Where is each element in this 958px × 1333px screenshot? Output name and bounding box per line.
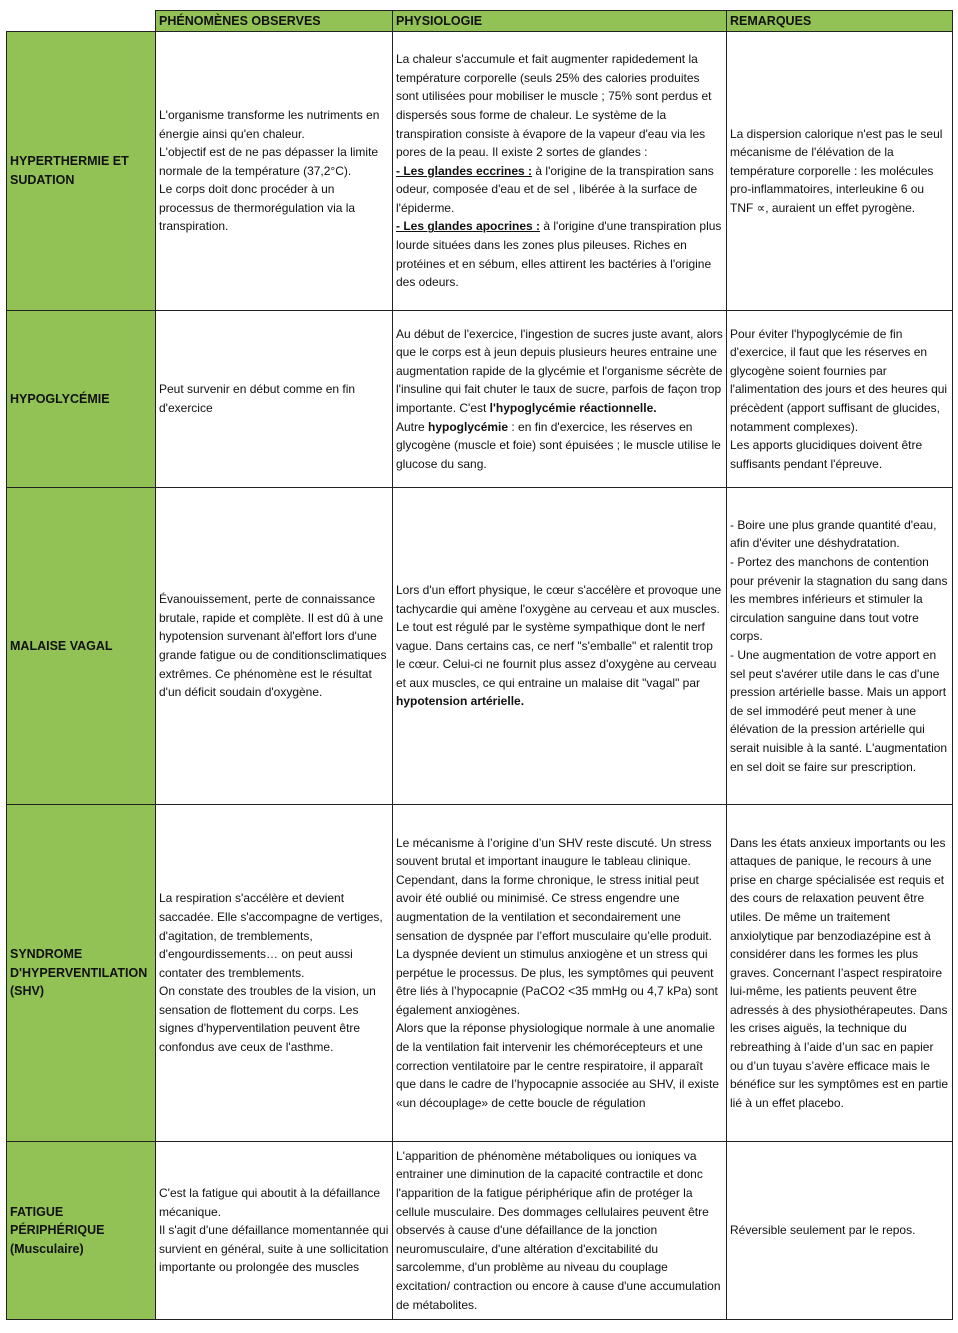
physiology-span: Au début de l'exercice, l'ingestion de sucres juste avant, alors que le corps est à jeun depuis plusieurs heures entraine une augmentation rapide de la glycémie et l'organisme sécrète de l'insuline qui fait chuter le taux de sucre, parfois de façon trop importante. C'est [396,326,723,415]
row-label-line: HYPERTHERMIE ET [10,154,129,169]
observed-text: Le corps doit donc procéder à un processus de thermorégulation via la transpiration. [159,182,356,234]
physiology-bold: hypoglycémie [428,419,509,434]
observed-cell [156,805,393,1142]
remarks-text: Réversible seulement par le repos. [730,1223,916,1238]
remarks-text: - Boire une plus grande quantité d'eau, afin d'éviter une déshydratation. [730,517,937,551]
physiology-text [396,581,723,711]
physiology-cell [393,805,727,1142]
observed-text: Il s'agit d'une défaillance momentannée qui survient en général, suite à une sollicitation importante ou prolongée des muscles [159,1223,389,1275]
row-label-line: (SHV) [10,984,45,999]
row-label-line: FATIGUE PÉRIPHÉRIQUE [10,1204,105,1238]
row-label-line: HYPOGLYCÉMIE [10,391,110,406]
table-row-malaise-vagal [7,488,953,805]
row-label-line: (Musculaire) [10,1241,84,1256]
physiology-cell [393,488,727,805]
gland-eccrine-paragraph [396,162,723,218]
remarks-text: Pour éviter l'hypoglycémie de fin d'exercice, il faut que les réserves en glycogène soient fournies par l'alimentation des jours et des heures qui précèdent (apport suffisant de glucides, notamment complexes). [730,326,948,434]
physiology-cell [393,32,727,311]
observed-text: L'organisme transforme les nutriments en énergie ainsi qu'en chaleur. [159,107,380,141]
table-row-shv [7,805,953,1142]
physiology-span: Lors d'un effort physique, le cœur s'accélère et provoque une tachycardie qui amène l'oxygène au cerveau et aux muscles. Le tout est régulé par le système sympathique dont le nerf vague. Dans certains cas, ce nerf "s'emballe" et ralentit trop le cœur. Celui-ci ne fournit plus assez d'oxygène au cerveau et aux muscles, ce qui entraine un malaise dit "vagal" par [396,582,722,690]
row-label-line: D'HYPERVENTILATION [10,965,148,980]
remarks-text: - Une augmentation de votre apport en sel peut s'avérer utile dans le cas d'une pression artérielle basse. Mais un apport de sel immodéré peut mener à une élévation de la pression artérielle qui serait nuisible à la santé. L'augmentation en sel doit se faire sur prescription. [730,648,948,774]
observed-cell [156,311,393,488]
remarks-cell [727,1142,953,1320]
header-row [7,11,953,32]
header-remarks: REMARQUES [727,11,953,32]
gland-label: - Les glandes eccrines : [396,163,533,178]
physiology-text: La chaleur s'accumule et fait augmenter rapidedement la température corporelle (seuls 25% des calories produites sont utilisées pour mobiliser le muscle ; 75% sont perdus et dispersés sous forme de chaleur. Le système de la transpiration consiste à évapore de la vapeur d'eau via les pores de la peau. Il existe 2 sortes de glandes : [396,52,712,160]
physiology-text [396,418,723,474]
physiology-span: : en fin d'exercice, les réserves en glycogène (muscle et foie) sont épuisées ; le muscle utilise le glucose du sang. [396,419,721,471]
physiology-cell [393,1142,727,1320]
table-row-hypoglycemie [7,311,953,488]
gland-text: à l'origine d'une transpiration plus lourde situées dans les zones plus pileuses. Riches en protéines et en sébum, elles attirent les bactéries à l'origine des odeurs. [396,219,722,290]
row-label-line: SUDATION [10,173,75,187]
row-label [7,32,156,311]
physiology-text: Alors que la réponse physiologique normale à une anomalie de la ventilation fait intervenir les chémorécepteurs et une correction ventilatoire par le centre respiratoire, il apparaît que dans le cadre de l’hypocapnie associée au SHV, il existe «un découplage» de cette boucle de régulation [396,1021,720,1110]
remarks-text: - Portez des manchons de contention pour prévenir la stagnation du sang dans les membres inférieurs et stimuler la circulation sanguine dans tout votre corps. [730,555,948,644]
header-corner [7,11,156,32]
table-row-hyperthermie [7,32,953,311]
header-physiology: PHYSIOLOGIE [393,11,727,32]
remarks-cell [727,32,953,311]
observed-text: Évanouissement, perte de connaissance brutale, rapide et complète. Il est dû à une hypotension survenant àl'effort lors d'une grande fatigue ou de conditionsclimatiques extrêmes. Ce phénomène est le résultat d'un déficit soudain d'oxygène. [159,592,387,700]
row-label [7,311,156,488]
observed-cell [156,32,393,311]
gland-label: - Les glandes apocrines : [396,219,541,234]
observed-text: L'objectif est de ne pas dépasser la limite normale de la température (37,2°C). [159,145,379,178]
observed-text: La respiration s'accélère et devient saccadée. Elle s'accompagne de vertiges, d'agitation, de tremblements, d'engourdissements… on peut aussi contater des tremblements. [159,891,383,980]
remarks-cell [727,488,953,805]
header-observed: PHÉNOMÈNES OBSERVES [156,11,393,32]
gland-text: à l'origine de la transpiration sans odeur, composée d'eau et de sel , libérée à la surface de l'épiderme. [396,163,714,215]
observed-text: Peut survenir en début comme en fin d'exercice [159,382,356,415]
physiology-text: Le mécanisme à l’origine d’un SHV reste discuté. Un stress souvent brutal et important inaugure le tableau clinique. Cependant, dans la forme chronique, le stress initial peut avoir été oublié ou minimisé. Ce stress engendre une augmentation de la ventilation et secondairement une sensation de dyspnée par l’effort musculaire qu’elle produit. La dyspnée devient un stimulus anxiogène et un stress qui perpétue le processus. De plus, les symptômes qui peuvent être liés à l’hypocapnie (PaCO2 <35 mmHg ou 4,7 kPa) sont également anxiogènes. [396,835,718,1017]
observed-text: On constate des troubles de la vision, un sensation de flottement du corps. Les signes d'hyperventilation peuvent être confondus ave ceux de l'asthme. [159,984,376,1055]
table-row-fatigue [7,1142,953,1320]
physiology-bold: hypotension artérielle. [396,694,525,709]
row-label [7,488,156,805]
physiology-bold: l'hypoglycémie réactionnelle. [489,401,657,415]
row-label [7,805,156,1142]
physiology-text: L'apparition de phénomène métaboliques ou ioniques va entrainer une diminution de la capacité contractile et donc l'apparition de la fatigue périphérique afin de protéger la cellule musculaire. Des dommages cellulaires peuvent être observés à cause d'une défaillance de la jonction neuromusculaire, d'une altération d'excitabilité du sarcolemme, d'un problème au niveau du couplage excitation/ contraction ou encore à cause d'une accumulation de métabolites. [396,1148,721,1312]
row-label-line: MALAISE VAGAL [10,638,113,653]
observed-cell [156,1142,393,1320]
physiology-span: Autre [396,419,429,434]
observed-cell [156,488,393,805]
remarks-text: Les apports glucidiques doivent être suffisants pendant l'épreuve. [730,438,923,471]
gland-apocrine-paragraph [396,217,723,291]
physiology-cell [393,311,727,488]
remarks-text: La dispersion calorique n'est pas le seul mécanisme de l'élévation de la température corporelle : les molécules pro-inflammatoires, interleukine 6 ou TNF ∝, auraient un effet pyrogène. [730,126,943,215]
row-label [7,1142,156,1320]
physiology-text [396,325,723,418]
remarks-cell [727,311,953,488]
remarks-text: Dans les états anxieux importants ou les attaques de panique, le recours à une prise en charge spécialisée est requis et des cours de relaxation peuvent être utiles. De même un traitement anxiolytique par benzodiazépine est à considérer dans les formes les plus graves. Concernant l’aspect respiratoire lui-même, les patients peuvent être adressés à des physiothérapeutes. Dans les crises aiguës, la technique du rebreathing à l’aide d’un sac en papier ou d’un tuyau s’avère efficace mais le bénéfice sur les symptômes est en partie lié à un effet placebo. [730,835,949,1110]
row-label-line: SYNDROME [10,947,83,962]
remarks-cell [727,805,953,1142]
observed-text: C'est la fatigue qui aboutit à la défaillance mécanique. [159,1186,381,1219]
physiology-table [6,10,953,1320]
